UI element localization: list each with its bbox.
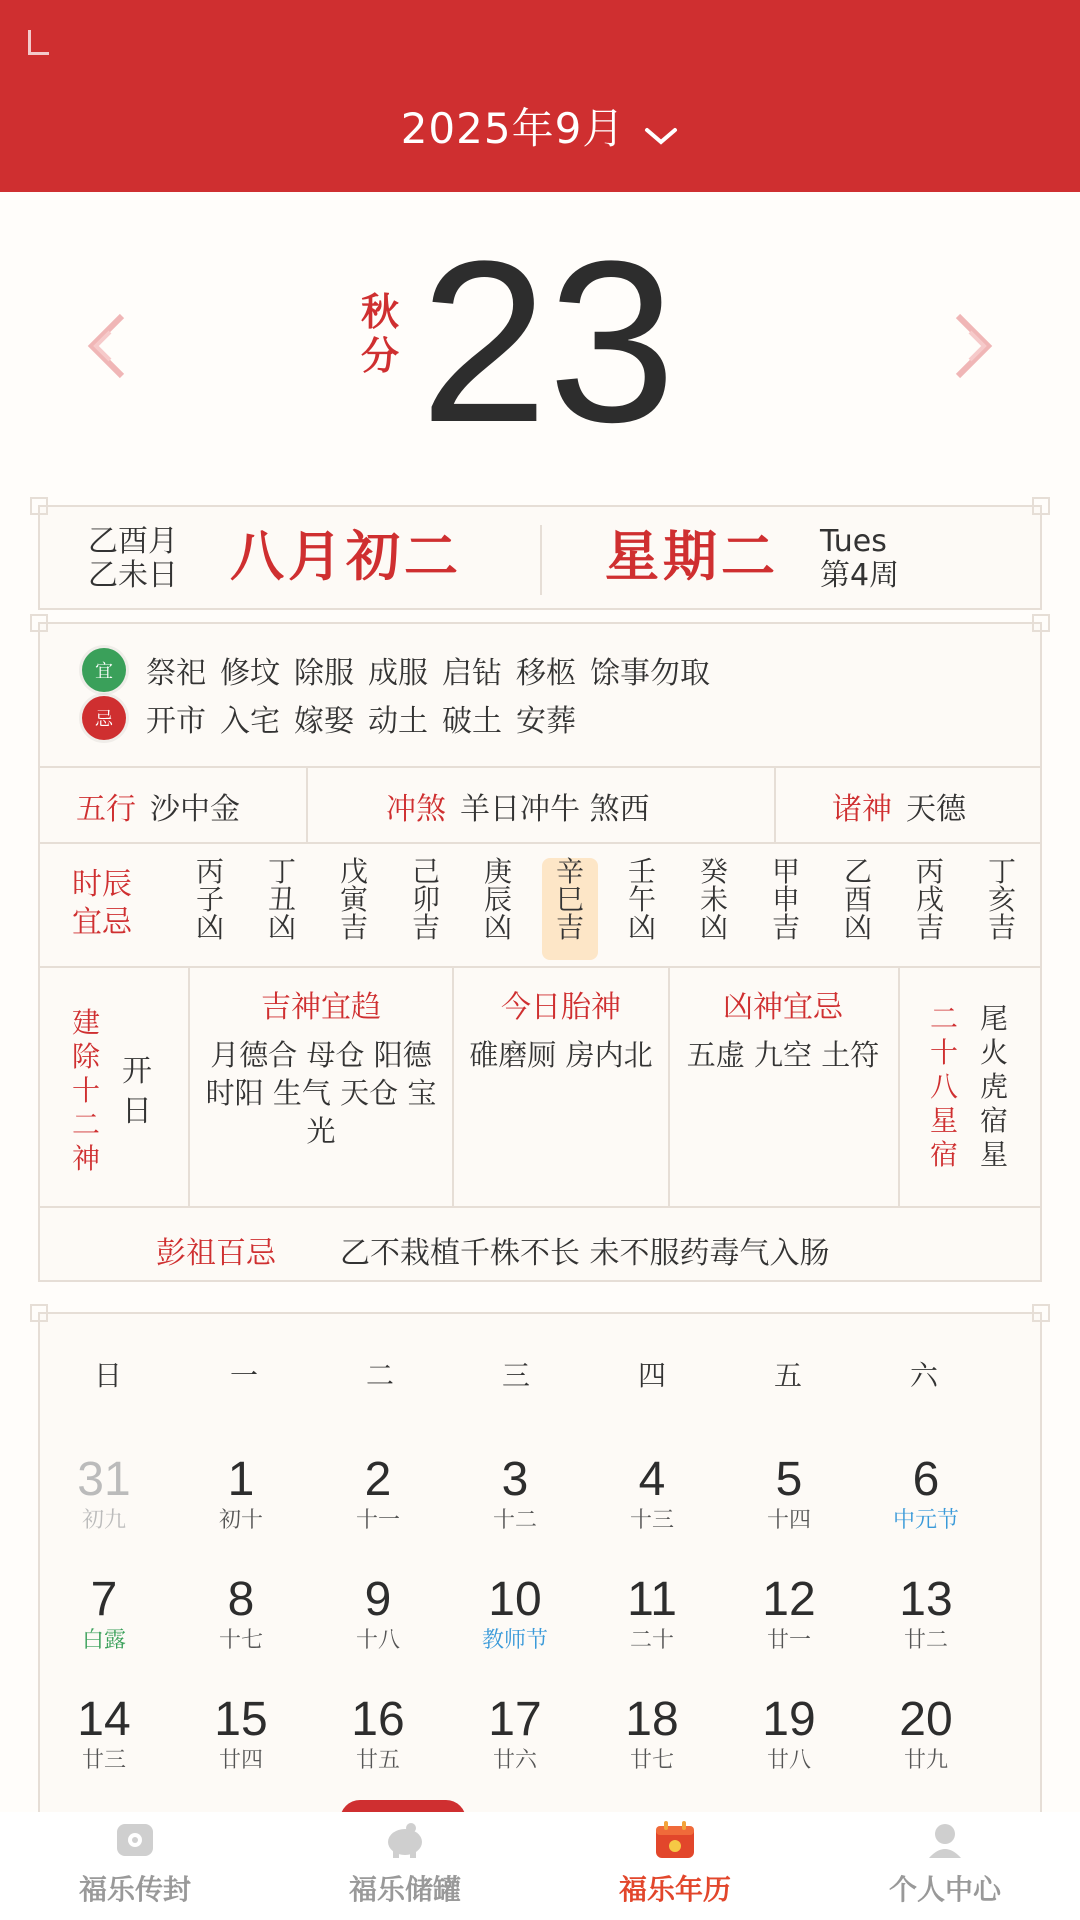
- top-header: [0, 0, 1080, 192]
- ji-item: 开市: [146, 704, 206, 739]
- hour-zhi: 申: [771, 883, 800, 916]
- week-number: 第4周: [820, 558, 900, 593]
- xiongshen-value: 五虚 九空 土符: [686, 1038, 880, 1072]
- week-info: [820, 525, 899, 593]
- date-hero: [0, 192, 1080, 492]
- tab-label: 福乐传封: [78, 1873, 191, 1906]
- hour-luck: 凶: [699, 911, 728, 944]
- jishen-value: 月德合 母仓 阳德 时阳 生气 天仓 宝光: [205, 1038, 437, 1148]
- weekday-label: 六: [909, 1359, 938, 1392]
- jianchu-value: 开日: [122, 1054, 152, 1129]
- shichen-row: [40, 842, 1040, 968]
- lunar-label: 十四: [766, 1508, 811, 1533]
- hour-gan: 戊: [339, 855, 368, 888]
- day-cell[interactable]: [181, 1574, 301, 1654]
- hour-zhi: 酉: [843, 883, 872, 916]
- weekday-label: 二: [365, 1359, 394, 1392]
- day-number: 6: [912, 1453, 940, 1506]
- yi-item: 启钻: [442, 656, 502, 691]
- day-cell[interactable]: [181, 1694, 301, 1774]
- shichen-hour[interactable]: [182, 855, 238, 960]
- xiongshen-title: 凶神宜忌: [723, 990, 843, 1025]
- day-cell[interactable]: [318, 1694, 438, 1774]
- zhushen-label: 诸神: [832, 792, 892, 827]
- yi-items: [146, 648, 724, 692]
- zhushen-value: 天德: [906, 792, 966, 827]
- day-number: 12: [762, 1573, 816, 1626]
- hour-luck: 凶: [195, 911, 224, 944]
- shichen-hour[interactable]: [254, 855, 310, 960]
- lunar-label: 廿二: [903, 1628, 948, 1653]
- weekday-label: 三: [501, 1359, 530, 1392]
- lunar-label: 教师节: [481, 1628, 548, 1653]
- lunar-label: 中元节: [892, 1508, 959, 1533]
- hour-zhi: 巳: [555, 883, 584, 916]
- yi-item: 祭祀: [146, 656, 206, 691]
- divider: [306, 768, 308, 844]
- day-cell[interactable]: [455, 1694, 575, 1774]
- shichen-hour[interactable]: [614, 855, 670, 960]
- day-number: 11: [627, 1573, 677, 1626]
- user-icon: [923, 1820, 967, 1860]
- xiu-value: 尾火虎宿星: [980, 1002, 1009, 1171]
- day-number: 3: [501, 1453, 529, 1506]
- back-corner-icon[interactable]: [28, 30, 49, 55]
- xiongshen-col: [670, 968, 896, 1208]
- lunar-label: 白露: [81, 1628, 126, 1653]
- lunar-label: 廿一: [766, 1628, 811, 1653]
- day-number: 5: [775, 1453, 803, 1506]
- shichen-hour[interactable]: [758, 855, 814, 960]
- divider: [774, 768, 776, 844]
- tab-label: 福乐储罐: [348, 1873, 461, 1906]
- shichen-hour[interactable]: [830, 855, 886, 960]
- lunar-label: 十七: [218, 1628, 263, 1653]
- ji-row: [82, 698, 590, 738]
- hour-luck: 吉: [555, 911, 584, 944]
- jishen-col: [190, 968, 452, 1208]
- day-number: 13: [899, 1573, 953, 1626]
- hour-luck: 吉: [411, 911, 440, 944]
- day-cell[interactable]: [44, 1454, 164, 1534]
- hour-gan: 丁: [987, 855, 1016, 888]
- day-cell[interactable]: [592, 1574, 712, 1654]
- jianchu-label: 建除十二神: [72, 1006, 101, 1175]
- day-cell[interactable]: [866, 1454, 986, 1534]
- hour-luck: 凶: [627, 911, 656, 944]
- weekday-en: Tues: [820, 524, 887, 559]
- hour-zhi: 辰: [483, 883, 512, 916]
- day-number: 1: [227, 1453, 255, 1506]
- tab-label: 个人中心: [888, 1873, 1001, 1906]
- tab-fule-chuguan[interactable]: [270, 1820, 540, 1908]
- yi-item: 馀事勿取: [590, 656, 710, 691]
- day-cell[interactable]: [455, 1454, 575, 1534]
- ji-item: 动土: [368, 704, 428, 739]
- lunar-label: 廿九: [903, 1748, 948, 1773]
- hour-gan: 壬: [627, 855, 656, 888]
- hour-luck: 凶: [267, 911, 296, 944]
- gods-row: [40, 966, 1040, 1208]
- day-number: 31: [77, 1453, 131, 1506]
- day-cell[interactable]: [866, 1694, 986, 1774]
- ji-badge: 忌: [82, 696, 126, 740]
- shichen-title-line2: 宜忌: [72, 905, 132, 940]
- day-number: 10: [488, 1573, 542, 1626]
- next-day-arrow-icon[interactable]: [950, 310, 1000, 380]
- hour-zhi: 亥: [987, 883, 1016, 916]
- tab-label: 福乐年历: [618, 1873, 731, 1906]
- lunar-label: 十三: [629, 1508, 674, 1533]
- ji-item: 入宅: [220, 704, 280, 739]
- piggy-bank-icon: [383, 1820, 427, 1860]
- jishen-title: 吉神宜趋: [261, 990, 381, 1025]
- day-cell[interactable]: [318, 1454, 438, 1534]
- hour-zhi: 卯: [411, 883, 440, 916]
- hour-gan: 丁: [267, 855, 296, 888]
- day-cell[interactable]: [729, 1454, 849, 1534]
- hour-luck: 吉: [771, 911, 800, 944]
- day-number: 8: [227, 1573, 255, 1626]
- weekday-label: 五: [773, 1359, 802, 1392]
- hour-zhi: 午: [627, 883, 656, 916]
- month-calendar: [38, 1312, 1042, 1812]
- lunar-label: 廿七: [629, 1748, 674, 1773]
- hour-gan: 丙: [915, 855, 944, 888]
- pengzu-label: 彭祖百忌: [156, 1236, 276, 1271]
- chevron-down-icon: [643, 107, 679, 156]
- date-summary-panel: [38, 505, 1042, 610]
- month-selector[interactable]: [0, 96, 1080, 156]
- taishen-title: 今日胎神: [501, 990, 621, 1025]
- tab-fule-chuanfeng[interactable]: [0, 1820, 270, 1908]
- day-number: 16: [351, 1693, 405, 1746]
- lunar-label: 二十: [629, 1628, 674, 1653]
- shichen-title: [72, 866, 132, 942]
- shichen-hour[interactable]: [686, 855, 742, 960]
- yi-item: 成服: [368, 656, 428, 691]
- day-cell[interactable]: [44, 1694, 164, 1774]
- month-label: 2025年9月: [400, 104, 626, 153]
- shichen-hour[interactable]: [326, 855, 382, 960]
- wuxing-value: 沙中金: [150, 792, 240, 827]
- hour-luck: 吉: [915, 911, 944, 944]
- divider: [898, 968, 900, 1208]
- weekday-label: 四: [637, 1359, 666, 1392]
- ji-item: 安葬: [516, 704, 576, 739]
- day-cell[interactable]: [592, 1454, 712, 1534]
- lunar-label: 初九: [81, 1508, 126, 1533]
- day-cell[interactable]: [455, 1574, 575, 1654]
- lunar-label: 十二: [492, 1508, 537, 1533]
- lunar-label: 廿四: [218, 1748, 263, 1773]
- day-cell[interactable]: [866, 1574, 986, 1654]
- hour-luck: 吉: [339, 911, 368, 944]
- hour-luck: 吉: [987, 911, 1016, 944]
- day-ganzhi: 乙未日: [88, 558, 178, 593]
- weekday-label: 日: [93, 1359, 122, 1392]
- day-number: 19: [762, 1693, 816, 1746]
- tab-personal-center[interactable]: [810, 1820, 1080, 1908]
- lunar-date: 八月初二: [230, 525, 462, 588]
- hour-zhi: 子: [195, 883, 224, 916]
- lunar-label: 廿六: [492, 1748, 537, 1773]
- day-cell[interactable]: [181, 1454, 301, 1534]
- hour-luck: 凶: [483, 911, 512, 944]
- day-number: 9: [364, 1573, 392, 1626]
- hour-gan: 甲: [771, 855, 800, 888]
- lunar-label: 十八: [355, 1628, 400, 1653]
- lunar-label: 十一: [355, 1508, 400, 1533]
- lunar-label: 廿三: [81, 1748, 126, 1773]
- lunar-label: 廿八: [766, 1748, 811, 1773]
- pengzu-row: [40, 1206, 1040, 1284]
- hour-gan: 乙: [843, 855, 872, 888]
- yi-item: 移柩: [516, 656, 576, 691]
- day-cell[interactable]: [44, 1574, 164, 1654]
- lunar-label: 初十: [218, 1508, 263, 1533]
- chongsha-value: 羊日冲牛 煞西: [460, 792, 650, 827]
- prev-day-arrow-icon[interactable]: [80, 310, 130, 380]
- day-cell[interactable]: [592, 1694, 712, 1774]
- hour-zhi: 未: [699, 883, 728, 916]
- ji-item: 嫁娶: [294, 704, 354, 739]
- hour-gan: 庚: [483, 855, 512, 888]
- day-number: 20: [899, 1693, 953, 1746]
- weekday-label: 星期二: [605, 525, 779, 588]
- day-cell[interactable]: [729, 1574, 849, 1654]
- hour-zhi: 戌: [915, 883, 944, 916]
- calendar-icon: [653, 1820, 697, 1860]
- hour-gan: 己: [411, 855, 440, 888]
- wuxing-cell: [76, 768, 240, 844]
- divider: [540, 525, 542, 595]
- taishen-col: [454, 968, 668, 1208]
- zhushen-cell: [832, 768, 966, 844]
- weekday-label: 一: [229, 1359, 258, 1392]
- solar-term-label: 秋分: [360, 290, 399, 378]
- ji-item: 破土: [442, 704, 502, 739]
- hour-gan: 辛: [555, 855, 584, 888]
- day-number: 14: [77, 1693, 131, 1746]
- shichen-hour[interactable]: [470, 855, 526, 960]
- yi-row: [82, 650, 724, 690]
- wuxing-row: [40, 766, 1040, 844]
- shichen-hour[interactable]: [542, 855, 598, 960]
- day-number: 4: [638, 1453, 666, 1506]
- day-number: 17: [488, 1693, 542, 1746]
- day-number: 18: [625, 1693, 679, 1746]
- day-number: 7: [90, 1573, 118, 1626]
- day-cell[interactable]: [729, 1694, 849, 1774]
- lunar-label: 廿五: [355, 1748, 400, 1773]
- yi-item: 修坟: [220, 656, 280, 691]
- ji-items: [146, 696, 590, 740]
- tab-fule-nianli[interactable]: [540, 1820, 810, 1908]
- chongsha-cell: [386, 768, 650, 844]
- almanac-panel: [38, 622, 1042, 1282]
- wuxing-label: 五行: [76, 792, 136, 827]
- day-cell[interactable]: [318, 1574, 438, 1654]
- shichen-title-line1: 时辰: [72, 867, 132, 902]
- day-number: 15: [214, 1693, 268, 1746]
- shichen-hour[interactable]: [974, 855, 1030, 960]
- taishen-value: 碓磨厕 房内北: [469, 1038, 653, 1072]
- bottom-tab-bar: [0, 1812, 1080, 1920]
- shichen-hour[interactable]: [902, 855, 958, 960]
- pengzu-value: 乙不栽植千株不长 未不服药毒气入肠: [340, 1236, 830, 1271]
- yi-item: 除服: [294, 656, 354, 691]
- hour-zhi: 丑: [267, 883, 296, 916]
- big-day-number: 23: [420, 213, 676, 470]
- yi-badge: 宜: [82, 648, 126, 692]
- shichen-hour[interactable]: [398, 855, 454, 960]
- hour-zhi: 寅: [339, 883, 368, 916]
- radio-icon: [113, 1820, 157, 1860]
- ganzhi-block: [88, 525, 178, 593]
- hour-luck: 凶: [843, 911, 872, 944]
- day-number: 2: [364, 1453, 392, 1506]
- xiu-label: 二十八星宿: [930, 1002, 959, 1171]
- hour-gan: 丙: [195, 855, 224, 888]
- hour-gan: 癸: [699, 855, 728, 888]
- chongsha-label: 冲煞: [386, 792, 446, 827]
- month-ganzhi: 乙酉月: [88, 524, 178, 559]
